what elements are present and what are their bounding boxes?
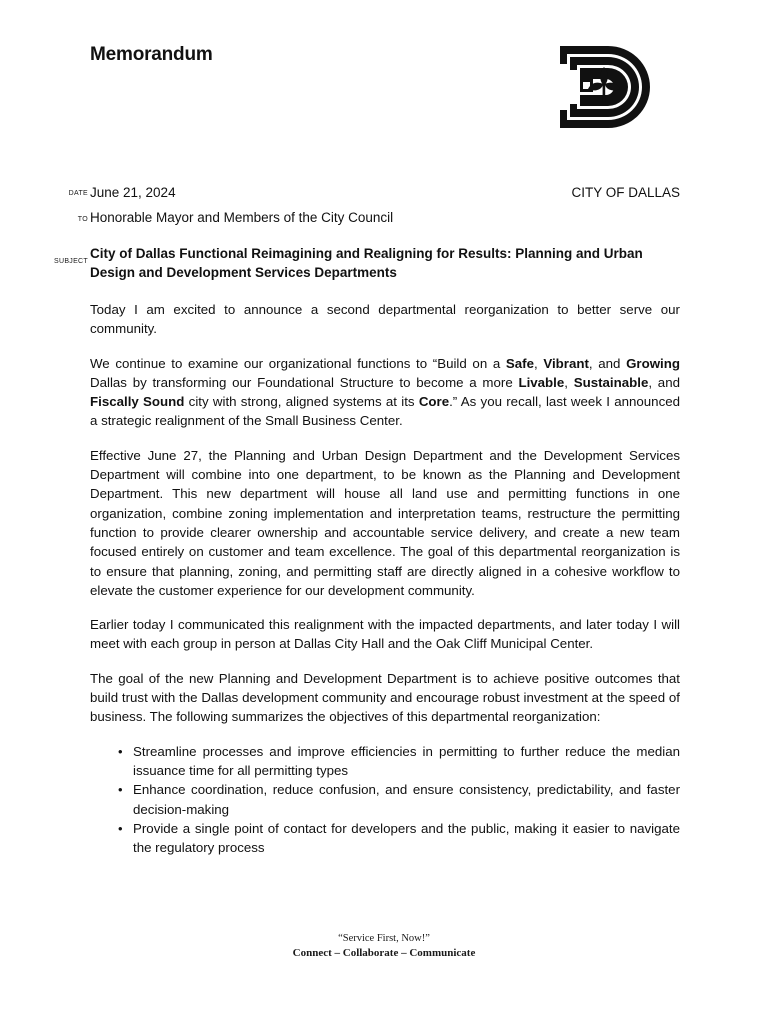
list-item: • Streamline processes and improve efficiencies in permitting to further reduce the median issuance time for all permitting types: [90, 742, 680, 781]
p2-emphasis-sustainable: Sustainable: [573, 374, 649, 390]
p2-text-5: ,: [564, 374, 574, 390]
p2-text-7: city with strong, aligned systems at its: [184, 394, 419, 410]
objectives-list: [90, 742, 680, 858]
page-title: Memorandum: [90, 44, 213, 65]
p2-text-2: ,: [533, 355, 544, 371]
p2-emphasis-fiscally-sound: Fiscally Sound: [90, 394, 185, 410]
p2-text-4: Dallas by transforming our Foundational Structure to become a more: [90, 374, 519, 390]
organization-name: CITY OF DALLAS: [571, 185, 680, 200]
body-paragraph-3: Effective June 27, the Planning and Urban Design Department and the Development Services Department will combine into one department, to be known as the Planning and Development Department. This new department will house all land use and permitting functions in one organization, combine zoning implementation and interpretation teams, restructure the permitting function to provide clearer ownership and accountable service delivery, and create a new team focused entirely on customer and team excellence. The goal of this departmental reorganization is to ensure that planning, zoning, and permitting staff are directly aligned in a cohesive workflow to elevate the customer experience for our development community.: [90, 447, 680, 598]
p2-emphasis-growing: Growing: [626, 355, 680, 371]
memo-body: [90, 300, 680, 857]
p2-emphasis-vibrant: Vibrant: [543, 355, 589, 371]
subject-value: City of Dallas Functional Reimagining and Realigning for Results: Planning and Urban Design and Development Services Departments: [90, 246, 643, 280]
body-paragraph-4: Earlier today I communicated this realignment with the impacted departments, and later today I will meet with each group in person at Dallas City Hall and the Oak Cliff Municipal Center.: [90, 617, 680, 652]
p2-text-3: , and: [588, 355, 627, 371]
footer-tagline: “Service First, Now!”: [338, 933, 430, 944]
to-value: Honorable Mayor and Members of the City Council: [90, 210, 394, 225]
body-paragraph-2: [90, 354, 680, 431]
p2-text-8: .” As you recall, last week I announced a strategic realignment of the Small Business Center.: [90, 394, 681, 429]
document-footer: [0, 932, 768, 960]
date-value: June 21, 2024: [90, 185, 176, 200]
body-paragraph-5: The goal of the new Planning and Development Department is to achieve positive outcomes that build trust with the Dallas development community and encourage robust investment at the speed of business. The following summarizes the objectives of this departmental reorganization:: [90, 670, 680, 725]
body-paragraph-1: Today I am excited to announce a second departmental reorganization to better serve our community.: [90, 302, 680, 337]
subject-label: SUBJECT: [54, 258, 88, 265]
p2-text-1: We continue to examine our organizational functions to “Build on a: [90, 355, 506, 371]
footer-motto: Connect – Collaborate – Communicate: [292, 947, 476, 959]
date-label: DATE: [68, 190, 88, 197]
p2-emphasis-livable: Livable: [518, 374, 565, 390]
p2-text-6: , and: [648, 374, 680, 390]
document-header: [0, 0, 768, 150]
city-of-dallas-d-logo-icon: [556, 40, 652, 134]
to-label: TO: [77, 216, 88, 223]
list-item: • Provide a single point of contact for developers and the public, making it easier to navigate the regulatory process: [90, 819, 680, 858]
p2-emphasis-core: Core: [418, 394, 450, 410]
list-item: • Enhance coordination, reduce confusion, and ensure consistency, predictability, and faster decision-making: [90, 780, 680, 819]
p2-emphasis-safe: Safe: [505, 355, 534, 371]
